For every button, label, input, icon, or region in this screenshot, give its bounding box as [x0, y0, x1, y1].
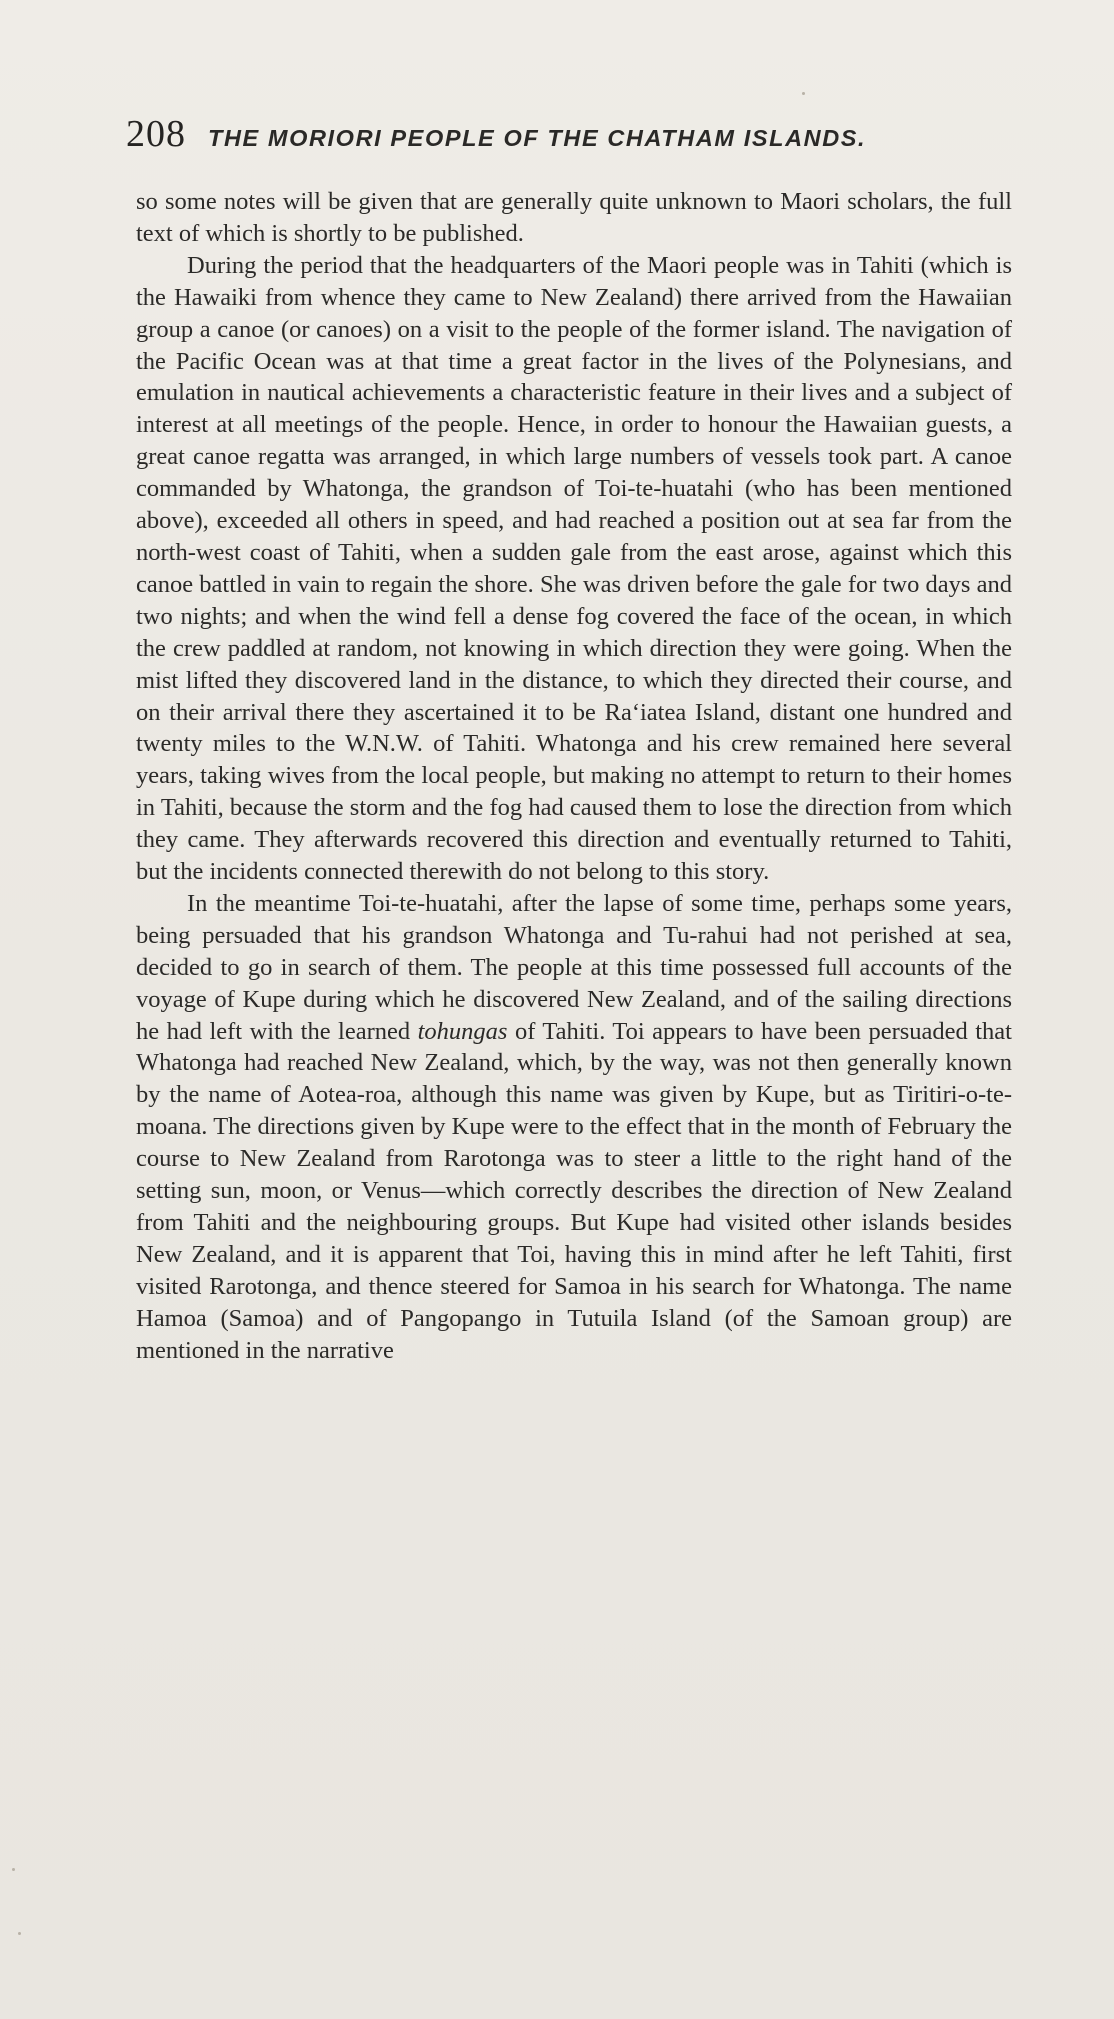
paper-speck	[12, 1868, 15, 1871]
page-header	[126, 112, 1006, 162]
paragraph-text: so some notes will be given that are generally quite unknown to Maori scholars, the full text of which is shortly to be published.	[136, 188, 1012, 247]
paper-speck	[802, 92, 805, 95]
paper-speck	[18, 1932, 21, 1935]
body-text	[136, 186, 1012, 1367]
page-number: 208	[126, 113, 186, 155]
paragraph-continued	[136, 186, 1012, 250]
paragraph	[136, 888, 1012, 1367]
paragraph-text-start: In the meantime Toi-te-huatahi, after the lapse of some time, perhaps some years, being persuaded that his grandson Whatonga and Tu-rahui had not perished at sea, decided to go in search of them. The people at this time possessed full accounts of the voyage of Kupe during which he discovered New Zealand, and of the sailing directions he had left with the learned	[136, 889, 1012, 1045]
italic-term: tohungas	[417, 1017, 508, 1045]
paragraph	[136, 250, 1012, 888]
running-title: THE MORIORI PEOPLE OF THE CHATHAM ISLANDS.	[208, 125, 867, 151]
paragraph-text: During the period that the headquarters of the Maori people was in Tahiti (which is the Hawaiki from whence they came to New Zealand) there arrived from the Hawaiian group a canoe (or canoes) on a visit to the people of the former island. The navigation of the Pacific Ocean was at that time a great factor in the lives of the Polynesians, and emulation in nautical achievements a characteristic feature in their lives and a subject of interest at all meetings of the people. Hence, in order to honour the Hawaiian guests, a great canoe regatta was arranged, in which large numbers of vessels took part. A canoe commanded by Whatonga, the grandson of Toi-te-huatahi (who has been mentioned above), exceeded all others in speed, and had reached a position out at sea far from the north-west coast of Tahiti, when a sudden gale from the east arose, against which this canoe battled in vain to regain the shore. She was driven before the gale for two days and two nights; and when the wind fell a dense fog covered the face of the ocean, in which the crew paddled at random, not knowing in which direction they were going. When the mist lifted they discovered land in the distance, to which they directed their course, and on their arrival there they ascertained it to be Ra‘iatea Island, distant one hundred and twenty miles to the W.N.W. of Tahiti. Whatonga and his crew remained here several years, taking wives from the local people, but making no attempt to return to their homes in Tahiti, because the storm and the fog had caused them to lose the direction from which they came. They afterwards recovered this direction and eventually returned to Tahiti, but the incidents connected therewith do not belong to this story.	[136, 251, 1012, 886]
paragraph-text-end: of Tahiti. Toi appears to have been persuaded that Whatonga had reached New Zealand, which, by the way, was not then generally known by the name of Aotea-roa, although this name was given by Kupe, but as Tiritiri-o-te-moana. The directions given by Kupe were to the effect that in the month of February the course to New Zealand from Rarotonga was to steer a little to the right hand of the setting sun, moon, or Venus—which correctly describes the direction of New Zealand from Tahiti and the neighbouring groups. But Kupe had visited other islands besides New Zealand, and it is apparent that Toi, having this in mind after he left Tahiti, first visited Rarotonga, and thence steered for Samoa in his search for Whatonga. The name Hamoa (Samoa) and of Pangopango in Tutuila Island (of the Samoan group) are mentioned in the narrative	[136, 1017, 1012, 1364]
